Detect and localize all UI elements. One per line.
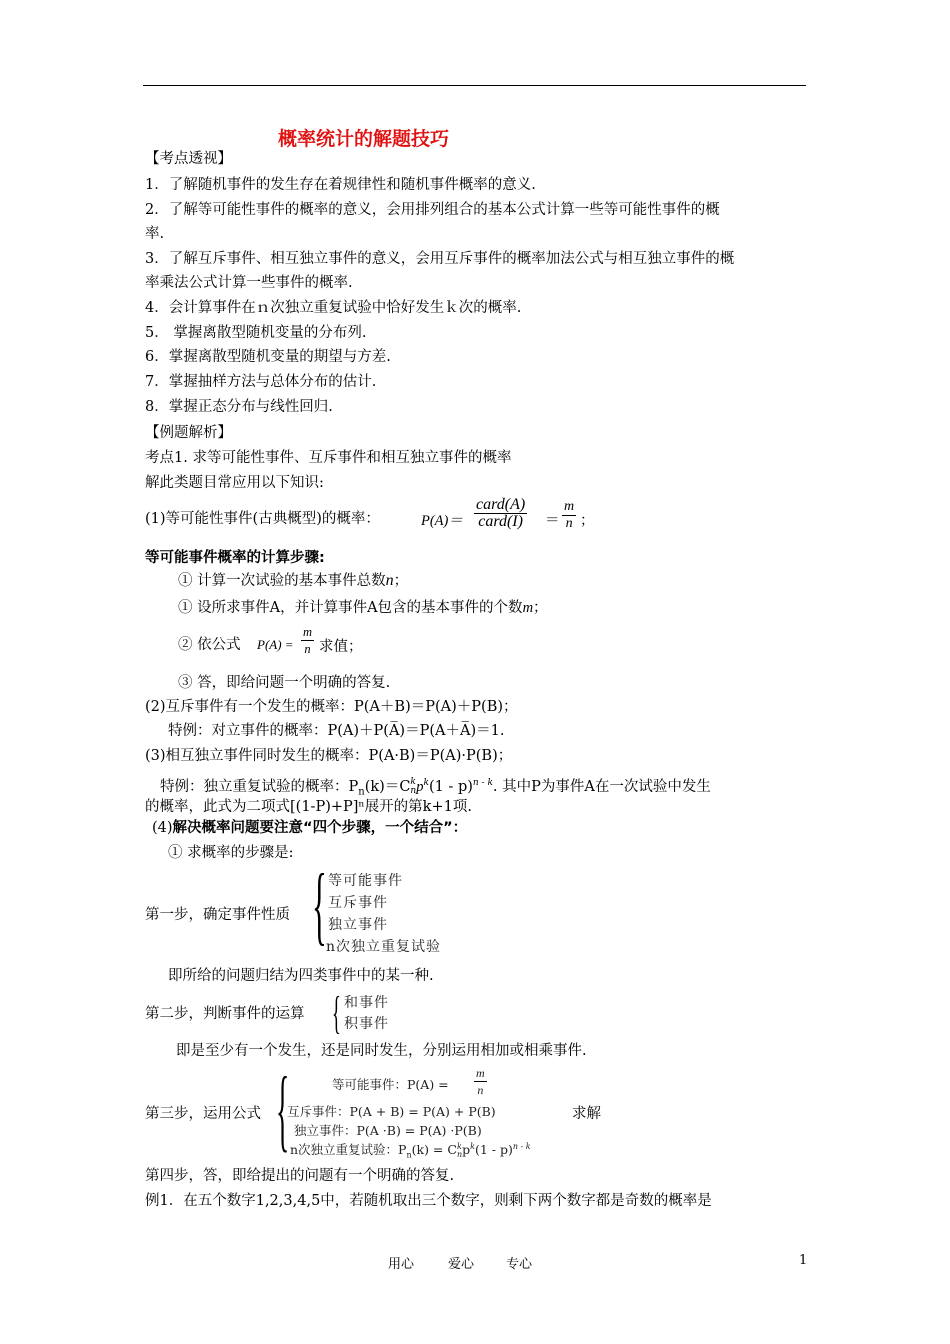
header-rule <box>143 85 806 86</box>
step-c-m: m <box>303 625 313 639</box>
step-c-lhs: P(A) = <box>257 637 294 652</box>
formula-3-special: 特例：独立重复试验的概率：$P_n(k)=C$ k n $p^k(1 - p)^{n - k}$. 其中P为事件A在一次试验中发生 <box>160 776 711 798</box>
formula-1-equals: ＝ <box>545 513 560 529</box>
point-1: 1．了解随机事件的发生存在着规律性和随机事件概率的意义. <box>145 177 536 193</box>
step-c-fraction <box>301 624 314 657</box>
step3-item-1: 等可能事件：P(A) = <box>332 1077 449 1092</box>
step1-brace: { <box>312 857 327 954</box>
page-number: 1 <box>799 1253 808 1268</box>
step3-label: 第三步，运用公式 <box>145 1106 261 1122</box>
step1-item-1: 等可能事件 <box>328 873 403 889</box>
kaodian-1-heading: 考点1. 求等可能性事件、互斥事件和相互独立事件的概率 <box>145 450 512 466</box>
point-2: 2．了解等可能性事件的概率的意义，会用排列组合的基本公式计算一些等可能性事件的概 <box>145 202 720 218</box>
point-2-cont: 率. <box>145 226 165 242</box>
step4: 第四步，答，即给提出的问题有一个明确的答复. <box>145 1168 455 1184</box>
step-a: ① 计算一次试验的基本事件总数n； <box>178 572 409 589</box>
step1-note: 即所给的问题归结为四类事件中的某一种. <box>168 968 434 984</box>
step3-end: 求解 <box>572 1106 601 1122</box>
footer-aixin: 爱心 <box>448 1257 475 1272</box>
step3-m: m <box>476 1066 485 1080</box>
step3-n: n <box>477 1083 484 1097</box>
step3-item-4: n次独立重复试验：$P_n(k) = C$ k n $p^k(1 - p)^{n - k}$ <box>290 1141 531 1160</box>
step2-brace: { <box>332 987 341 1038</box>
formula-1-fraction <box>474 497 527 530</box>
step3-fraction <box>474 1065 487 1098</box>
formula-1-n: n <box>565 516 573 531</box>
step-d: ③ 答，即给问题一个明确的答复. <box>178 675 391 691</box>
step-c: ② 依公式 <box>178 637 241 653</box>
step3-item-3: 独立事件：P(A ·B) = P(A) ·P(B) <box>294 1123 482 1138</box>
step2-label: 第二步，判断事件的运算 <box>145 1006 305 1022</box>
step2-item-1: 和事件 <box>344 995 389 1011</box>
step3-brace: { <box>276 1058 290 1160</box>
step2-item-2: 积事件 <box>344 1016 389 1032</box>
footer-zhuanxin: 专心 <box>506 1257 533 1272</box>
step1-label: 第一步，确定事件性质 <box>145 907 290 923</box>
footer-yongxin: 用心 <box>388 1257 415 1272</box>
step2-note: 即是至少有一个发生，还是同时发生，分别运用相加或相乘事件. <box>176 1043 587 1059</box>
point-7: 7．掌握抽样方法与总体分布的估计. <box>145 374 377 390</box>
formula-1-end: ； <box>580 513 595 529</box>
point-6: 6．掌握离散型随机变量的期望与方差. <box>145 349 391 365</box>
formula-2-special: 特例：对立事件的概率：P(A)＋P(A̅)＝P(A＋A̅)＝1. <box>168 723 505 739</box>
formula-1-mn-fraction <box>562 499 576 532</box>
formula-1-lhs: P(A)＝ <box>421 513 463 529</box>
step3-item-2: 互斥事件：P(A + B) = P(A) + P(B) <box>287 1104 496 1119</box>
page-title: 概率统计的解题技巧 <box>278 128 450 150</box>
step-c-end: 求值； <box>319 639 363 655</box>
section-header-kaodian: 【考点透视】 <box>145 151 232 167</box>
example-1: 例1．在五个数字1,2,3,4,5中，若随机取出三个数字，则剩下两个数字都是奇数的概率是 <box>145 1193 712 1209</box>
formula-3-line2: 的概率，此式为二项式[(1-P)+P]ⁿ展开的第k+1项. <box>145 799 472 815</box>
step-b: ① 设所求事件A，并计算事件A包含的基本事件的个数m； <box>178 600 548 616</box>
step1-item-4: n次独立重复试验 <box>326 939 442 955</box>
formula-4-header: (4)解决概率问题要注意“四个步骤，一个结合”： <box>152 820 468 836</box>
formula-1-numerator: card(A) <box>476 496 526 513</box>
point-8: 8．掌握正态分布与线性回归. <box>145 399 333 415</box>
point-3: 3．了解互斥事件、相互独立事件的意义，会用互斥事件的概率加法公式与相互独立事件的概 <box>145 251 735 267</box>
formula-1-label: (1)等可能性事件(古典概型)的概率： <box>145 511 380 527</box>
intro-line: 解此类题目常应用以下知识: <box>145 475 324 491</box>
step1-item-2: 互斥事件 <box>328 895 388 911</box>
point-5: 5． 掌握离散型随机变量的分布列. <box>145 325 367 341</box>
formula-4-sub: ① 求概率的步骤是: <box>168 845 294 861</box>
point-4: 4．会计算事件在ｎ次独立重复试验中恰好发生ｋ次的概率. <box>145 300 522 316</box>
point-3-cont: 率乘法公式计算一些事件的概率. <box>145 275 353 291</box>
step1-item-3: 独立事件 <box>328 917 388 933</box>
formula-3: (3)相互独立事件同时发生的概率：P(A·B)＝P(A)·P(B)； <box>145 748 513 764</box>
step-c-n: n <box>304 642 311 656</box>
section-header-examples: 【例题解析】 <box>145 425 232 441</box>
formula-2: (2)互斥事件有一个发生的概率：P(A＋B)＝P(A)＋P(B)； <box>145 699 518 715</box>
formula-1-m: m <box>564 499 575 514</box>
steps-header: 等可能事件概率的计算步骤: <box>145 550 325 566</box>
formula-1-denominator: card(I) <box>478 513 523 530</box>
